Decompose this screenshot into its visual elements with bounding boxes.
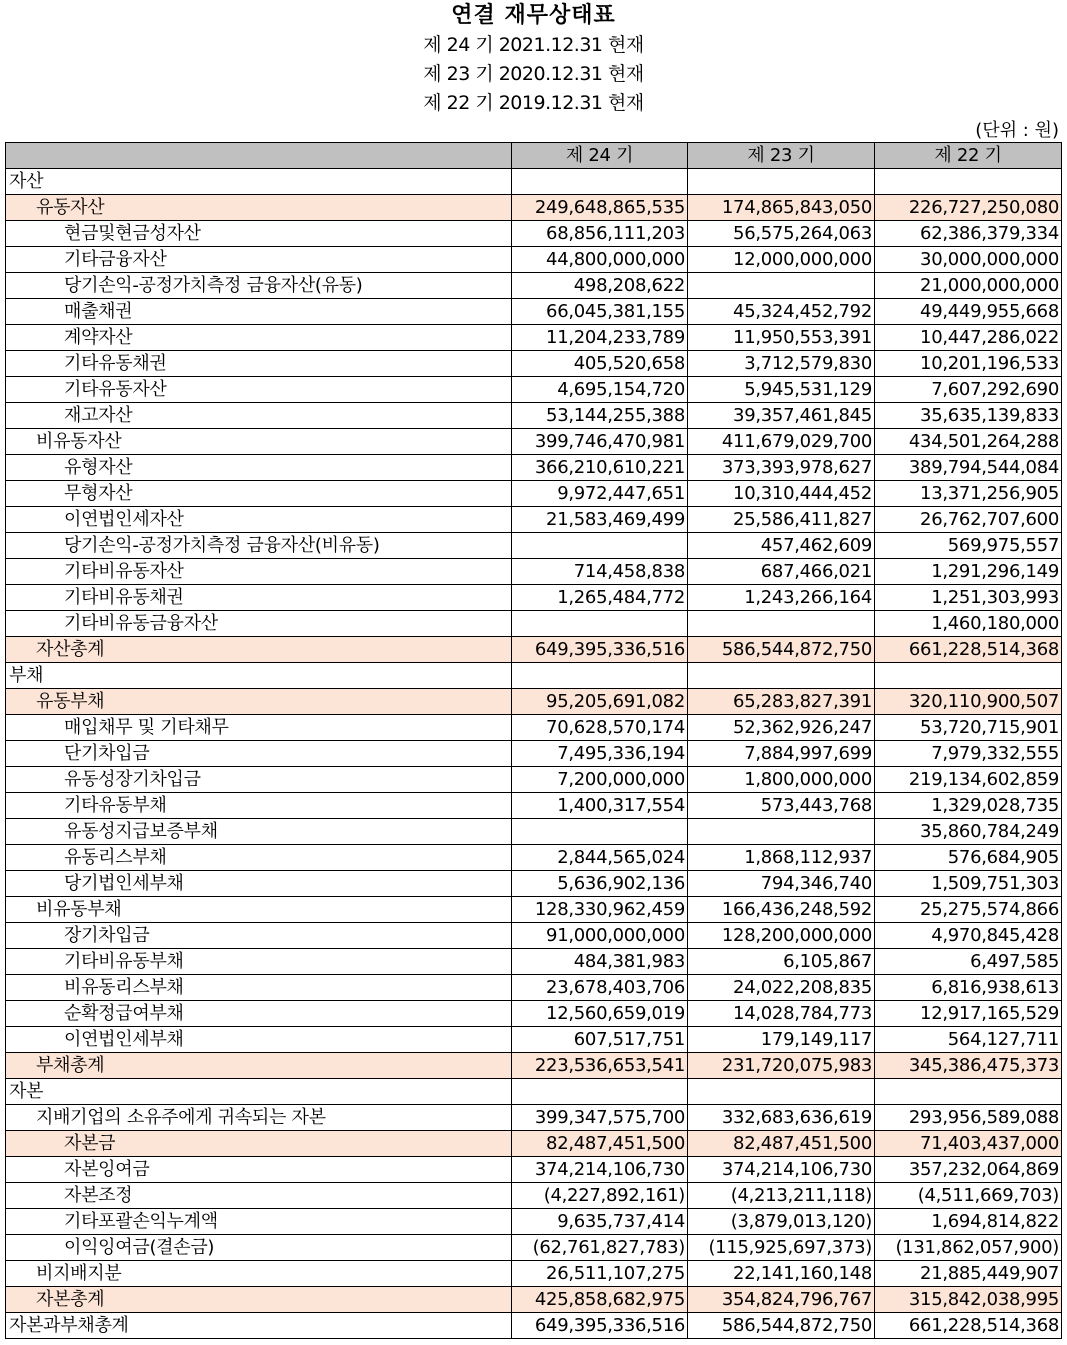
table-row (6, 1131, 1062, 1157)
amount-cell: 174,865,843,050 (688, 195, 875, 221)
amount-cell: 45,324,452,792 (688, 299, 875, 325)
amount-cell: 405,520,658 (512, 351, 688, 377)
amount-cell: 320,110,900,507 (875, 689, 1062, 715)
table-row (6, 793, 1062, 819)
amount-cell: 484,381,983 (512, 949, 688, 975)
amount-cell: 65,283,827,391 (688, 689, 875, 715)
amount-cell: 425,858,682,975 (512, 1287, 688, 1313)
amount-cell: 21,000,000,000 (875, 273, 1062, 299)
account-label: 기타비유동채권 (6, 585, 512, 611)
amount-cell: 1,329,028,735 (875, 793, 1062, 819)
amount-cell: 332,683,636,619 (688, 1105, 875, 1131)
account-label: 자본과부채총계 (6, 1313, 512, 1339)
amount-cell (512, 169, 688, 195)
amount-cell: 7,495,336,194 (512, 741, 688, 767)
amount-cell: 128,330,962,459 (512, 897, 688, 923)
amount-cell: 6,497,585 (875, 949, 1062, 975)
amount-cell: 607,517,751 (512, 1027, 688, 1053)
amount-cell (688, 819, 875, 845)
amount-cell: 223,536,653,541 (512, 1053, 688, 1079)
amount-cell: 39,357,461,845 (688, 403, 875, 429)
table-row (6, 871, 1062, 897)
account-label: 기타유동자산 (6, 377, 512, 403)
amount-cell (688, 663, 875, 689)
period-line-22: 제 22 기 2019.12.31 현재 (423, 92, 644, 114)
table-row (6, 351, 1062, 377)
amount-cell: 82,487,451,500 (512, 1131, 688, 1157)
account-label: 자본총계 (6, 1287, 512, 1313)
account-label: 매출채권 (6, 299, 512, 325)
table-row (6, 1209, 1062, 1235)
amount-cell: 53,144,255,388 (512, 403, 688, 429)
amount-cell: 576,684,905 (875, 845, 1062, 871)
amount-cell (512, 1079, 688, 1105)
table-row (6, 1313, 1062, 1339)
table-row (6, 741, 1062, 767)
account-label: 비유동리스부채 (6, 975, 512, 1001)
amount-cell: 1,509,751,303 (875, 871, 1062, 897)
amount-cell: 26,762,707,600 (875, 507, 1062, 533)
table-row (6, 195, 1062, 221)
amount-cell: 62,386,379,334 (875, 221, 1062, 247)
amount-cell: 649,395,336,516 (512, 1313, 688, 1339)
account-label: 재고자산 (6, 403, 512, 429)
account-label: 기타금융자산 (6, 247, 512, 273)
table-row (6, 1001, 1062, 1027)
amount-cell: (4,213,211,118) (688, 1183, 875, 1209)
amount-cell: 1,265,484,772 (512, 585, 688, 611)
amount-cell: 9,635,737,414 (512, 1209, 688, 1235)
account-label: 자본금 (6, 1131, 512, 1157)
amount-cell: 3,712,579,830 (688, 351, 875, 377)
amount-cell: 25,586,411,827 (688, 507, 875, 533)
amount-cell: 21,885,449,907 (875, 1261, 1062, 1287)
table-row (6, 897, 1062, 923)
amount-cell: 357,232,064,869 (875, 1157, 1062, 1183)
amount-cell: 82,487,451,500 (688, 1131, 875, 1157)
amount-cell: 7,607,292,690 (875, 377, 1062, 403)
table-row (6, 299, 1062, 325)
report-header (0, 0, 1067, 118)
amount-cell: 7,884,997,699 (688, 741, 875, 767)
table-row (6, 923, 1062, 949)
table-row (6, 845, 1062, 871)
amount-cell: (115,925,697,373) (688, 1235, 875, 1261)
amount-cell: 661,228,514,368 (875, 1313, 1062, 1339)
amount-cell: 128,200,000,000 (688, 923, 875, 949)
amount-cell: 649,395,336,516 (512, 637, 688, 663)
table-row (6, 403, 1062, 429)
amount-cell: 373,393,978,627 (688, 455, 875, 481)
amount-cell: 26,511,107,275 (512, 1261, 688, 1287)
amount-cell: 68,856,111,203 (512, 221, 688, 247)
amount-cell (512, 663, 688, 689)
amount-cell: (131,862,057,900) (875, 1235, 1062, 1261)
amount-cell: 569,975,557 (875, 533, 1062, 559)
account-label: 무형자산 (6, 481, 512, 507)
account-label: 부채총계 (6, 1053, 512, 1079)
account-label: 장기차입금 (6, 923, 512, 949)
account-label: 기타비유동자산 (6, 559, 512, 585)
amount-cell (875, 663, 1062, 689)
amount-cell: 794,346,740 (688, 871, 875, 897)
amount-cell: 11,204,233,789 (512, 325, 688, 351)
table-row (6, 1079, 1062, 1105)
amount-cell: 1,400,317,554 (512, 793, 688, 819)
table-row (6, 1053, 1062, 1079)
amount-cell: 399,746,470,981 (512, 429, 688, 455)
amount-cell: 5,945,531,129 (688, 377, 875, 403)
column-header-period-22: 제 22 기 (875, 143, 1062, 169)
amount-cell: 56,575,264,063 (688, 221, 875, 247)
amount-cell: 687,466,021 (688, 559, 875, 585)
amount-cell (688, 611, 875, 637)
report-title: 연결 재무상태표 (451, 3, 616, 28)
amount-cell: 95,205,691,082 (512, 689, 688, 715)
amount-cell: 1,460,180,000 (875, 611, 1062, 637)
amount-cell: 7,200,000,000 (512, 767, 688, 793)
amount-cell: 53,720,715,901 (875, 715, 1062, 741)
table-row (6, 637, 1062, 663)
table-row (6, 689, 1062, 715)
amount-cell (512, 533, 688, 559)
amount-cell: 1,243,266,164 (688, 585, 875, 611)
amount-cell: (4,227,892,161) (512, 1183, 688, 1209)
account-label: 이연법인세자산 (6, 507, 512, 533)
amount-cell: 66,045,381,155 (512, 299, 688, 325)
account-label: 자본조정 (6, 1183, 512, 1209)
amount-cell: 13,371,256,905 (875, 481, 1062, 507)
account-label: 유동리스부채 (6, 845, 512, 871)
amount-cell: 166,436,248,592 (688, 897, 875, 923)
amount-cell: 399,347,575,700 (512, 1105, 688, 1131)
table-row (6, 975, 1062, 1001)
amount-cell: 354,824,796,767 (688, 1287, 875, 1313)
amount-cell: 573,443,768 (688, 793, 875, 819)
table-row (6, 273, 1062, 299)
table-row (6, 429, 1062, 455)
account-label: 순확정급여부채 (6, 1001, 512, 1027)
account-label: 기타포괄손익누계액 (6, 1209, 512, 1235)
amount-cell: 1,800,000,000 (688, 767, 875, 793)
account-label: 자본 (6, 1079, 512, 1105)
account-label: 유동자산 (6, 195, 512, 221)
account-label: 유동성지급보증부채 (6, 819, 512, 845)
amount-cell: 91,000,000,000 (512, 923, 688, 949)
amount-cell: 315,842,038,995 (875, 1287, 1062, 1313)
table-row (6, 377, 1062, 403)
table-row (6, 1261, 1062, 1287)
amount-cell: 564,127,711 (875, 1027, 1062, 1053)
amount-cell: 44,800,000,000 (512, 247, 688, 273)
table-row (6, 1183, 1062, 1209)
account-label: 이연법인세부채 (6, 1027, 512, 1053)
account-label: 비유동부채 (6, 897, 512, 923)
account-label: 매입채무 및 기타채무 (6, 715, 512, 741)
amount-cell: 6,816,938,613 (875, 975, 1062, 1001)
amount-cell: 71,403,437,000 (875, 1131, 1062, 1157)
amount-cell: 411,679,029,700 (688, 429, 875, 455)
account-label: 비지배지분 (6, 1261, 512, 1287)
amount-cell: 6,105,867 (688, 949, 875, 975)
account-label: 단기차입금 (6, 741, 512, 767)
amount-cell: 14,028,784,773 (688, 1001, 875, 1027)
table-row (6, 507, 1062, 533)
amount-cell: 226,727,250,080 (875, 195, 1062, 221)
amount-cell: 10,447,286,022 (875, 325, 1062, 351)
amount-cell (688, 273, 875, 299)
amount-cell: 23,678,403,706 (512, 975, 688, 1001)
table-row (6, 221, 1062, 247)
table-row (6, 455, 1062, 481)
amount-cell: 12,560,659,019 (512, 1001, 688, 1027)
amount-cell: 7,979,332,555 (875, 741, 1062, 767)
account-label: 비유동자산 (6, 429, 512, 455)
account-label: 당기손익-공정가치측정 금융자산(유동) (6, 273, 512, 299)
account-label: 유동성장기차입금 (6, 767, 512, 793)
amount-cell: 434,501,264,288 (875, 429, 1062, 455)
amount-cell: 9,972,447,651 (512, 481, 688, 507)
table-body (6, 169, 1062, 1339)
table-row (6, 325, 1062, 351)
table-row (6, 559, 1062, 585)
amount-cell: 231,720,075,983 (688, 1053, 875, 1079)
amount-cell: 35,860,784,249 (875, 819, 1062, 845)
table-row (6, 533, 1062, 559)
amount-cell: 5,636,902,136 (512, 871, 688, 897)
amount-cell: 70,628,570,174 (512, 715, 688, 741)
amount-cell (688, 169, 875, 195)
account-label: 당기손익-공정가치측정 금융자산(비유동) (6, 533, 512, 559)
table-row (6, 949, 1062, 975)
amount-cell: 374,214,106,730 (512, 1157, 688, 1183)
unit-label: (단위 : 원) (975, 120, 1059, 141)
balance-sheet-table (5, 142, 1062, 1339)
table-row (6, 1287, 1062, 1313)
table-row (6, 715, 1062, 741)
amount-cell: 1,868,112,937 (688, 845, 875, 871)
amount-cell: 12,000,000,000 (688, 247, 875, 273)
amount-cell: 714,458,838 (512, 559, 688, 585)
account-label: 자산총계 (6, 637, 512, 663)
amount-cell: 24,022,208,835 (688, 975, 875, 1001)
period-line-24: 제 24 기 2021.12.31 현재 (423, 34, 644, 56)
table-header-row (6, 143, 1062, 169)
amount-cell: 30,000,000,000 (875, 247, 1062, 273)
amount-cell: 586,544,872,750 (688, 637, 875, 663)
amount-cell (512, 819, 688, 845)
column-header-account (6, 143, 512, 169)
table-row (6, 1027, 1062, 1053)
amount-cell: 498,208,622 (512, 273, 688, 299)
account-label: 기타유동부채 (6, 793, 512, 819)
table-row (6, 819, 1062, 845)
account-label: 유동부채 (6, 689, 512, 715)
amount-cell (875, 169, 1062, 195)
amount-cell: 52,362,926,247 (688, 715, 875, 741)
account-label: 부채 (6, 663, 512, 689)
amount-cell: (4,511,669,703) (875, 1183, 1062, 1209)
account-label: 기타비유동금융자산 (6, 611, 512, 637)
account-label: 이익잉여금(결손금) (6, 1235, 512, 1261)
column-header-period-24: 제 24 기 (512, 143, 688, 169)
column-header-period-23: 제 23 기 (688, 143, 875, 169)
amount-cell: 586,544,872,750 (688, 1313, 875, 1339)
amount-cell: 22,141,160,148 (688, 1261, 875, 1287)
account-label: 자산 (6, 169, 512, 195)
table-row (6, 767, 1062, 793)
amount-cell: 2,844,565,024 (512, 845, 688, 871)
amount-cell: 35,635,139,833 (875, 403, 1062, 429)
table-row (6, 1105, 1062, 1131)
table-row (6, 1235, 1062, 1261)
amount-cell: 457,462,609 (688, 533, 875, 559)
amount-cell (688, 1079, 875, 1105)
amount-cell: 661,228,514,368 (875, 637, 1062, 663)
account-label: 자본잉여금 (6, 1157, 512, 1183)
account-label: 계약자산 (6, 325, 512, 351)
period-line-23: 제 23 기 2020.12.31 현재 (423, 63, 644, 85)
amount-cell: 21,583,469,499 (512, 507, 688, 533)
amount-cell: 25,275,574,866 (875, 897, 1062, 923)
amount-cell: 366,210,610,221 (512, 455, 688, 481)
amount-cell: 1,291,296,149 (875, 559, 1062, 585)
table-row (6, 663, 1062, 689)
amount-cell: 49,449,955,668 (875, 299, 1062, 325)
amount-cell: 12,917,165,529 (875, 1001, 1062, 1027)
account-label: 유형자산 (6, 455, 512, 481)
amount-cell: 179,149,117 (688, 1027, 875, 1053)
amount-cell: 10,201,196,533 (875, 351, 1062, 377)
account-label: 현금및현금성자산 (6, 221, 512, 247)
table-row (6, 169, 1062, 195)
table-row (6, 481, 1062, 507)
table-row (6, 247, 1062, 273)
amount-cell: (3,879,013,120) (688, 1209, 875, 1235)
account-label: 지배기업의 소유주에게 귀속되는 자본 (6, 1105, 512, 1131)
account-label: 기타유동채권 (6, 351, 512, 377)
table-row (6, 585, 1062, 611)
amount-cell (512, 611, 688, 637)
table-row (6, 611, 1062, 637)
amount-cell: 219,134,602,859 (875, 767, 1062, 793)
amount-cell (875, 1079, 1062, 1105)
amount-cell: 4,970,845,428 (875, 923, 1062, 949)
amount-cell: 249,648,865,535 (512, 195, 688, 221)
account-label: 당기법인세부채 (6, 871, 512, 897)
table-row (6, 1157, 1062, 1183)
amount-cell: 1,251,303,993 (875, 585, 1062, 611)
amount-cell: 4,695,154,720 (512, 377, 688, 403)
amount-cell: 345,386,475,373 (875, 1053, 1062, 1079)
account-label: 기타비유동부채 (6, 949, 512, 975)
amount-cell: 1,694,814,822 (875, 1209, 1062, 1235)
amount-cell: 374,214,106,730 (688, 1157, 875, 1183)
amount-cell: 11,950,553,391 (688, 325, 875, 351)
amount-cell: 10,310,444,452 (688, 481, 875, 507)
amount-cell: 293,956,589,088 (875, 1105, 1062, 1131)
amount-cell: (62,761,827,783) (512, 1235, 688, 1261)
amount-cell: 389,794,544,084 (875, 455, 1062, 481)
